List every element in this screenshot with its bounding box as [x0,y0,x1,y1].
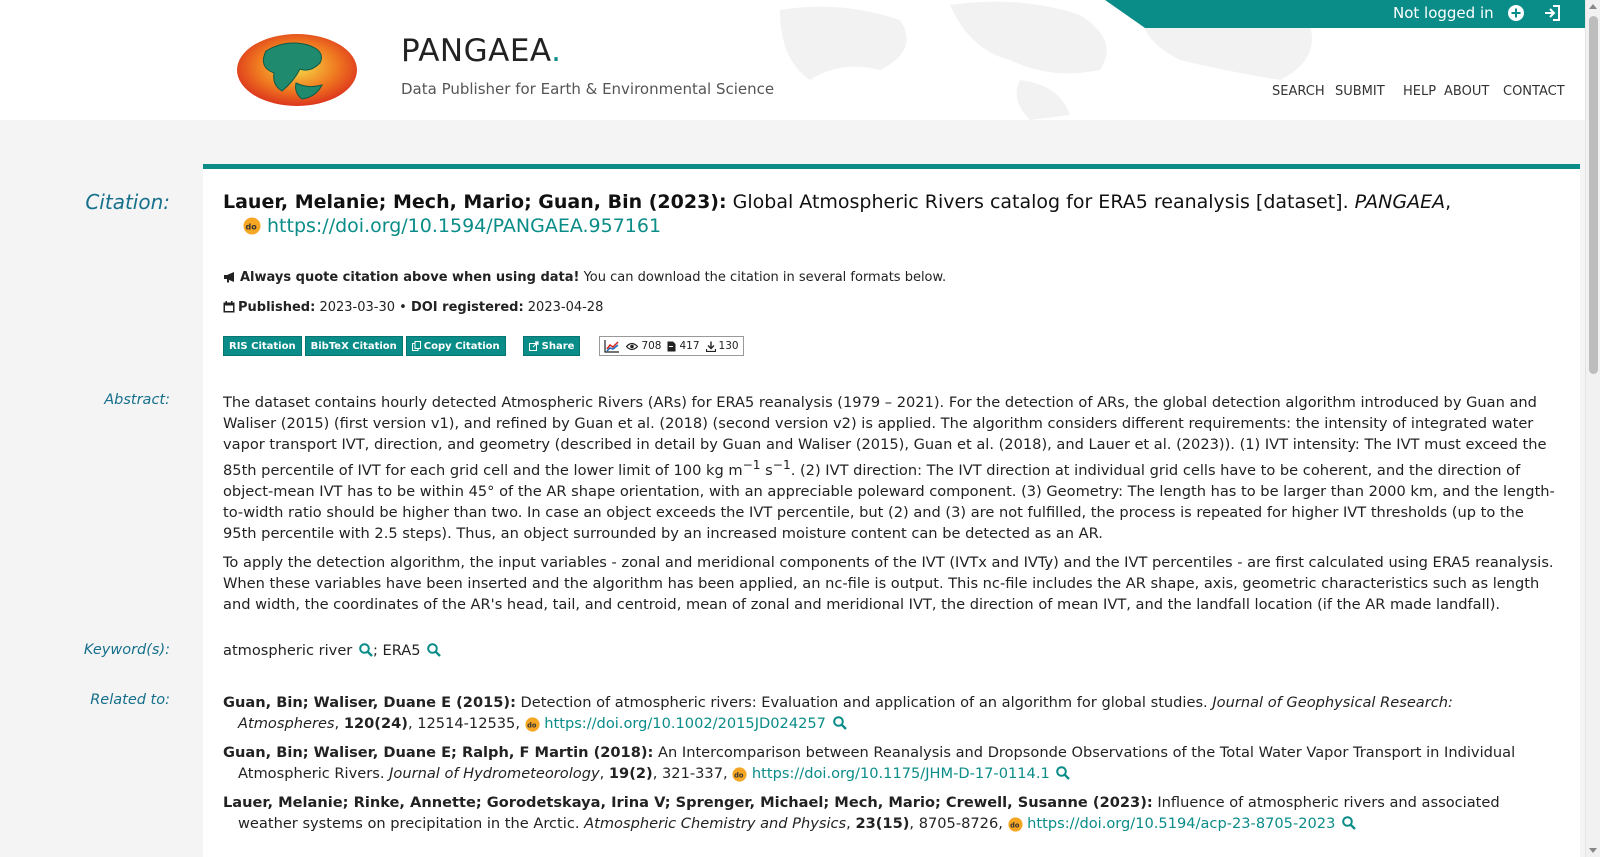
related-doi-link[interactable]: https://doi.org/10.1002/2015JD024257 [544,715,826,732]
svg-text:do: do [1009,820,1019,829]
related-pages: , 8705-8726, [909,815,1008,832]
copy-citation-label: Copy Citation [423,340,500,352]
search-icon[interactable] [1056,766,1070,780]
tagline: Data Publisher for Earth & Environmental Science [401,80,775,98]
quote-notice-bold: Always quote citation above when using data! [240,270,580,285]
megaphone-icon [223,271,237,283]
nav-contact[interactable]: CONTACT [1503,84,1565,99]
citation-comma: , [1445,191,1452,213]
related-volume: 120(24) [343,715,408,732]
related-authors: Lauer, Melanie; Rinke, Annette; Gorodetskaya, Irina V; Sprenger, Michael; Mech, Mario; Crewell, Susanne (2023): [223,794,1153,811]
related-journal: Atmospheric Chemistry and Physics [584,815,847,832]
register-plus-icon[interactable] [1507,4,1525,22]
abstract-sup-2: −1 [772,458,791,472]
citation-title: Global Atmospheric Rivers catalog for ERA5 reanalysis [dataset]. [726,191,1355,213]
quote-notice [223,270,1558,285]
related-title: Detection of atmospheric rivers: Evaluation and application of an algorithm for global studies. [515,694,1213,711]
doi-registered-date: 2023-04-28 [523,300,604,315]
related-journal: Journal of Hydrometeorology [389,765,600,782]
published-label: Published: [238,300,316,315]
related-authors: Guan, Bin; Waliser, Duane E (2015): [223,694,516,711]
quote-notice-text: You can download the citation in several formats below. [579,270,947,285]
usage-stats[interactable] [599,336,743,356]
search-icon[interactable] [427,643,441,657]
share-button[interactable] [523,336,581,356]
citation-button-row [223,336,1558,356]
bibtex-citation-button[interactable]: BibTeX Citation [305,336,403,356]
abstract-text [223,392,1558,623]
citation-doi-link[interactable]: https://doi.org/10.1594/PANGAEA.957161 [267,215,662,237]
ris-citation-button[interactable]: RIS Citation [223,336,302,356]
related-title: An Intercomparison between Reanalysis and Dropsonde Observations of the Total Water Vapor Transport in Individual Atmospheric Rivers. [238,744,1516,782]
published-date: 2023-03-30 • [315,300,411,315]
related-pages: , 12514-12535, [407,715,525,732]
citations-count: 417 [679,340,700,352]
doi-registered-label: DOI registered: [410,300,524,315]
brand-name[interactable] [401,33,561,69]
citation-publisher: PANGAEA [1354,191,1446,213]
login-icon[interactable] [1543,4,1561,22]
download-icon [706,341,716,352]
pangaea-logo[interactable] [236,33,358,107]
related-sep: , [846,815,856,832]
share-icon [529,341,539,351]
scroll-up-arrow-icon[interactable] [1589,4,1597,9]
nav-about[interactable]: ABOUT [1444,84,1490,99]
views-stat [626,340,661,352]
copy-citation-button[interactable] [406,336,506,356]
related-list [223,692,1558,842]
citation-block [223,190,1558,238]
brand-dot: . [551,33,562,69]
citation-doi-line [223,214,1558,238]
page-scrollbar[interactable] [1585,0,1600,857]
related-sep: , [334,715,344,732]
svg-text:do: do [734,770,744,779]
document-quote-icon [667,341,676,352]
abstract-p1-part-c: . (2) IVT direction: The IVT direction at individual grid cells have to be coherent, and the direction of object-mean IVT has to be within 45° of the AR shape orientation, with an appreciable poleward component. (3) Geometry: The length has to be larger than 2000 km, and the length-to-width ratio should be higher than two. In case an object exceeds the IVT percentile, but (2) and (3) are not fulfilled, the process is repeated for higher IVT thresholds (up to the 95th percentile with 2.5 steps). Thus, an object surrounded by an increased moisture content can be detected as an AR. [223,461,1555,542]
citation-label: Citation: [85,190,170,214]
related-label: Related to: [90,692,170,708]
eye-icon [626,342,638,351]
downloads-stat [706,340,739,352]
share-label: Share [541,340,575,352]
search-icon[interactable] [1342,816,1356,830]
doi-icon [732,767,747,782]
related-title: Influence of atmospheric rivers and associated weather systems on precipitation in the Arctic. [238,794,1500,832]
brand-text: PANGAEA [401,33,552,69]
svg-text:do: do [526,720,537,729]
abstract-p1-part-a: The dataset contains hourly detected Atmospheric Rivers (ARs) for ERA5 reanalysis (1979 – 2021). For the detection of ARs, the global detection algorithm introduced by Guan and Waliser (2015) (first version v1), and refined by Guan et al. (2018) (second version v2) is applied. The algorithm considers different requirements: the intensity of integrated water vapor transport IVT, direction, and geometry (described in detail by Guan and Waliser (2015), Guan et al. (2018), and Lauer et al. (2023)). (1) IVT intensity: The IVT must exceed the 85th percentile of IVT for each grid cell and the lower limit of 100 kg m [223,394,1547,479]
login-status: Not logged in [1393,4,1494,22]
abstract-label: Abstract: [104,392,170,408]
doi-icon [243,217,261,235]
search-icon[interactable] [833,716,847,730]
related-item [223,792,1558,834]
views-count: 708 [641,340,662,352]
abstract-paragraph-2: To apply the detection algorithm, the input variables - zonal and meridional components of the IVT (IVTx and IVTy) and the IVT percentiles - are first calculated using ERA5 reanalysis. When these variables have been inserted and the algorithm has been applied, an nc-file is output. This nc-file includes the AR shape, axis, geometric characteristics such as length and width, the coordinates of the AR's head, tail, and centroid, mean of zonal and meridional IVT, the direction of mean IVT, and the landfall location (if the AR made landfall). [223,553,1554,613]
keywords-list [223,642,1558,659]
scroll-down-arrow-icon[interactable] [1589,848,1597,853]
nav-help[interactable]: HELP [1403,84,1437,99]
related-sep: , [599,765,609,782]
abstract-paragraph-1 [223,392,1558,544]
related-journal: Journal of Geophysical Research: Atmospheres [238,694,1453,732]
nav-submit[interactable]: SUBMIT [1335,84,1385,99]
related-doi-link[interactable]: https://doi.org/10.5194/acp-23-8705-2023 [1027,815,1336,832]
citations-stat [667,340,699,352]
published-info [223,300,1558,315]
abstract-sup-1: −1 [742,458,761,472]
doi-icon [1008,817,1023,832]
scroll-thumb[interactable] [1589,16,1598,374]
related-authors: Guan, Bin; Waliser, Duane E; Ralph, F Martin (2018): [223,744,654,761]
calendar-icon [223,301,235,313]
related-doi-link[interactable]: https://doi.org/10.1175/JHM-D-17-0114.1 [751,765,1050,782]
related-item [223,692,1558,734]
keywords-label: Keyword(s): [83,642,170,658]
abstract-p1-part-b: s [760,461,773,479]
keyword-atmospheric-river: atmospheric river [223,642,353,659]
downloads-count: 130 [718,340,739,352]
svg-text:do: do [245,222,257,232]
site-header [0,0,1585,120]
doi-icon [525,717,540,732]
citation-authors: Lauer, Melanie; Mech, Mario; Guan, Bin (2023): [223,191,727,213]
keyword-era5: ERA5 [382,642,421,659]
citation-text [223,190,1558,214]
chart-icon [604,339,620,353]
keyword-separator: ; [372,642,383,659]
related-volume: 23(15) [855,815,910,832]
related-item [223,742,1558,784]
related-volume: 19(2) [608,765,653,782]
copy-icon [412,341,421,351]
related-pages: , 321-337, [652,765,733,782]
search-icon[interactable] [359,643,373,657]
nav-search[interactable]: SEARCH [1272,84,1325,99]
